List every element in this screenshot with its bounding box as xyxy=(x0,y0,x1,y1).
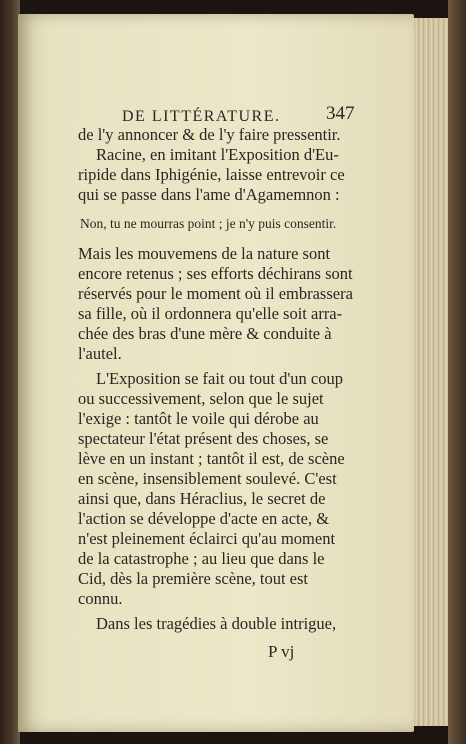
text-line-15: spectateur l'état présent des choses, se xyxy=(78,429,329,448)
running-head: DE LITTÉRATURE. xyxy=(122,108,281,125)
text-line-6: Mais les mouvemens de la nature sont xyxy=(78,244,331,263)
text-line-20: n'est pleinement éclairci qu'au moment xyxy=(78,529,336,548)
text-line-24: Dans les tragédies à double intrigue, xyxy=(96,614,337,633)
text-line-2: Racine, en imitant l'Exposition d'Eu- xyxy=(96,145,339,164)
text-line-4: qui se passe dans l'ame d'Agamemnon : xyxy=(78,185,340,204)
book-cover-edge xyxy=(448,0,466,744)
text-line-7: encore retenus ; ses efforts déchirans sont xyxy=(78,264,353,283)
text-line-9: sa fille, où il ordonnera qu'elle soit arra- xyxy=(78,304,343,323)
text-line-8: réservés pour le moment où il embrassera xyxy=(78,284,353,303)
text-line-16: lève en un instant ; tantôt il est, de scène xyxy=(78,449,345,468)
book-page xyxy=(18,14,414,732)
text-line-17: en scène, insensiblement soulevé. C'est xyxy=(78,469,337,488)
text-line-14: l'exige : tantôt le voile qui dérobe au xyxy=(78,409,319,428)
page-number: 347 xyxy=(326,103,355,124)
text-line-21: de la catastrophe ; au lieu que dans le xyxy=(78,549,325,568)
text-line-13: ou successivement, selon que le sujet xyxy=(78,389,324,408)
text-line-22: Cid, dès la première scène, tout est xyxy=(78,569,309,588)
text-line-18: ainsi que, dans Héraclius, le secret de xyxy=(78,489,326,508)
text-line-10: chée des bras d'une mère & conduite à xyxy=(78,324,332,343)
text-line-12: L'Exposition se fait ou tout d'un coup xyxy=(96,369,344,388)
book-gutter xyxy=(0,0,20,744)
text-line-1: de l'y annoncer & de l'y faire pressentir. xyxy=(78,125,341,144)
signature-mark: P vj xyxy=(268,642,295,661)
text-line-23: connu. xyxy=(78,589,123,608)
text-line-11: l'autel. xyxy=(78,344,122,363)
quoted-verse: Non, tu ne mourras point ; je n'y puis consentir. xyxy=(80,216,337,231)
text-line-3: ripide dans Iphigénie, laisse entrevoir ce xyxy=(78,165,345,184)
text-line-19: l'action se développe d'acte en acte, & xyxy=(78,509,330,528)
